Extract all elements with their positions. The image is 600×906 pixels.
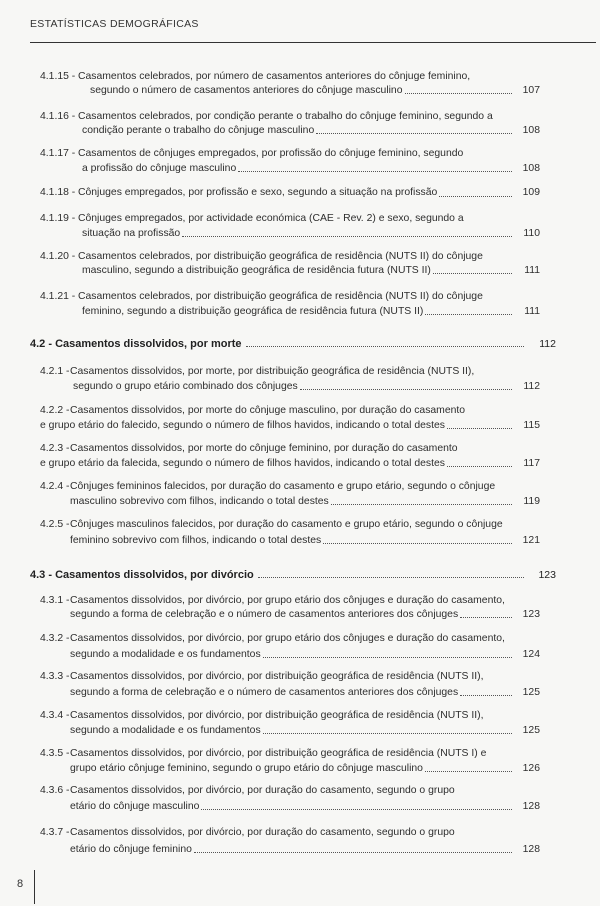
entry-text-line2: grupo etário cônjuge feminino, segundo o grupo etário do cônjuge masculino [70, 762, 423, 774]
entry-number: 4.1.19 - [40, 213, 76, 224]
entry-text-line1: Casamentos dissolvidos, por divórcio, por distribuição geográfica de residência (NUTS II), [70, 710, 484, 721]
entry-text-line2: condição perante o trabalho do cônjuge masculino [82, 124, 315, 136]
section-label: 4.2 - Casamentos dissolvidos, por morte [30, 338, 242, 350]
toc-entry-4-1-17[interactable] [40, 147, 540, 175]
entry-number: 4.1.17 - [40, 148, 76, 159]
leader-dots [201, 808, 512, 810]
entry-page: 109 [522, 187, 540, 198]
toc-entry-4-2-3[interactable] [40, 442, 540, 470]
entry-text-line1: Casamentos dissolvidos, por divórcio, por distribuição geográfica de residência (NUTS I) e [70, 748, 487, 759]
toc-entry-4-2-1[interactable] [40, 365, 540, 393]
leader-dots [425, 313, 512, 315]
leader-dots [447, 427, 512, 429]
page-number: 8 [17, 878, 24, 890]
section-page: 123 [538, 569, 556, 581]
entry-page: 126 [522, 762, 540, 774]
entry-text-line1: Casamentos dissolvidos, por divórcio, por grupo etário dos cônjuges e duração do casamento, [70, 595, 505, 606]
entry-page: 108 [522, 124, 540, 136]
running-header: ESTATÍSTICAS DEMOGRÁFICAS [30, 18, 199, 30]
entry-number: 4.3.4 - [40, 710, 70, 721]
toc-entry-4-2-2[interactable] [40, 404, 540, 432]
entry-page: 128 [522, 800, 540, 812]
section-heading-4-2[interactable] [30, 338, 556, 350]
entry-page: 119 [523, 495, 540, 507]
entry-text-line2: segundo a forma de celebração e o número de casamentos anteriores dos cônjuges [70, 608, 459, 620]
entry-text-line1: Casamentos dissolvidos, por divórcio, por duração do casamento, segundo o grupo [70, 785, 455, 796]
entry-page: 111 [524, 305, 540, 317]
leader-dots [433, 272, 512, 274]
entry-text-line1: Casamentos de cônjuges empregados, por profissão do cônjuge feminino, segundo [78, 148, 464, 159]
leader-dots [258, 576, 524, 578]
leader-dots [447, 465, 512, 467]
entry-text-line2: etário do cônjuge feminino [70, 843, 192, 855]
entry-page: 128 [522, 843, 540, 855]
leader-dots [316, 132, 512, 134]
entry-text-line1: Casamentos celebrados, por distribuição geográfica de residência (NUTS II) do cônjuge [78, 251, 483, 262]
entry-number: 4.1.18 - [40, 187, 76, 198]
entry-number: 4.3.2 - [40, 633, 70, 644]
toc-entry-4-3-7[interactable] [40, 826, 540, 856]
entry-number: 4.3.5 - [40, 748, 70, 759]
entry-page: 112 [523, 380, 540, 392]
entry-text-line1: Casamentos celebrados, por condição perante o trabalho do cônjuge feminino, segundo a [78, 111, 493, 122]
toc-entry-4-3-3[interactable] [40, 670, 540, 699]
leader-dots [300, 388, 512, 390]
toc-entry-4-1-18[interactable] [40, 186, 540, 200]
entry-text-line2: masculino sobrevivo com filhos, indicando o total destes [70, 495, 329, 507]
entry-page: 107 [522, 84, 540, 96]
toc-entry-4-1-19[interactable] [40, 212, 540, 240]
entry-number: 4.1.20 - [40, 251, 76, 262]
leader-dots [194, 851, 512, 853]
entry-page: 110 [523, 227, 540, 239]
leader-dots [263, 732, 512, 734]
toc-entry-4-3-4[interactable] [40, 709, 540, 737]
entry-text-line2: segundo o número de casamentos anteriores do cônjuge masculino [90, 84, 403, 96]
leader-dots [182, 235, 512, 237]
entry-number: 4.1.16 - [40, 111, 76, 122]
entry-number: 4.2.4 - [40, 481, 70, 492]
entry-page: 111 [524, 264, 540, 276]
entry-text-line2: a profissão do cônjuge masculino [82, 162, 237, 174]
entry-text-line1: Cônjuges empregados, por profissão e sexo, segundo a situação na profissão [78, 187, 438, 198]
leader-dots [238, 170, 512, 172]
leader-dots [263, 656, 512, 658]
toc-entry-4-3-1[interactable] [40, 594, 540, 621]
entry-page: 125 [522, 724, 540, 736]
entry-text-line1: Casamentos celebrados, por número de casamentos anteriores do cônjuge feminino, [78, 71, 471, 82]
entry-text-line2: segundo a forma de celebração e o número de casamentos anteriores dos cônjuges [70, 686, 459, 698]
entry-text-line2: situação na profissão [82, 227, 181, 239]
leader-dots [246, 345, 524, 347]
entry-number: 4.2.5 - [40, 519, 70, 530]
leader-dots [460, 694, 512, 696]
entry-number: 4.2.2 - [40, 405, 70, 416]
entry-page: 125 [522, 686, 540, 698]
entry-number: 4.1.15 - [40, 71, 76, 82]
entry-text-line2: feminino sobrevivo com filhos, indicando o total destes [70, 534, 322, 546]
entry-page: 123 [522, 608, 540, 620]
entry-text-line2: e grupo etário da falecida, segundo o número de filhos havidos, indicando o total destes [40, 457, 445, 469]
entry-text-line1: Casamentos dissolvidos, por morte, por distribuição geográfica de residência (NUTS II), [70, 366, 475, 377]
section-page: 112 [539, 338, 556, 350]
entry-page: 124 [522, 648, 540, 660]
section-label: 4.3 - Casamentos dissolvidos, por divórcio [30, 569, 254, 581]
entry-text-line2: segundo a modalidade e os fundamentos [70, 648, 261, 660]
toc-entry-4-2-4[interactable] [40, 480, 540, 508]
entry-page: 115 [523, 419, 540, 431]
leader-dots [405, 92, 513, 94]
leader-dots [323, 542, 512, 544]
entry-number: 4.3.3 - [40, 671, 70, 682]
toc-entry-4-1-20[interactable] [40, 250, 540, 277]
entry-text-line2: segundo a modalidade e os fundamentos [70, 724, 261, 736]
entry-text-line1: Cônjuges femininos falecidos, por duração do casamento e grupo etário, segundo o cônjuge [70, 481, 496, 492]
entry-number: 4.1.21 - [40, 291, 76, 302]
entry-text-line1: Cônjuges masculinos falecidos, por duração do casamento e grupo etário, segundo o cônjuge [70, 519, 503, 530]
leader-dots [331, 503, 512, 505]
entry-text-line1: Casamentos dissolvidos, por divórcio, por duração do casamento, segundo o grupo [70, 827, 455, 838]
leader-dots [460, 616, 512, 618]
toc-entry-4-2-5[interactable] [40, 518, 540, 547]
toc-entry-4-3-2[interactable] [40, 632, 540, 661]
footer-rule [34, 870, 35, 904]
entry-text-line1: Cônjuges empregados, por actividade económica (CAE - Rev. 2) e sexo, segundo a [78, 213, 464, 224]
entry-number: 4.3.1 - [40, 595, 70, 606]
leader-dots [439, 195, 512, 197]
entry-number: 4.3.7 - [40, 827, 70, 838]
toc-entry-4-1-16[interactable] [40, 110, 540, 137]
entry-page: 108 [522, 162, 540, 174]
toc-entry-4-3-6[interactable] [40, 784, 540, 813]
entry-number: 4.2.1 - [40, 366, 70, 377]
entry-text-line1: Casamentos dissolvidos, por morte do cônjuge masculino, por duração do casamento [70, 405, 466, 416]
entry-text-line2: feminino, segundo a distribuição geográfica de residência futura (NUTS II) [82, 305, 424, 317]
entry-page: 117 [523, 457, 540, 469]
toc-entry-4-1-21[interactable] [40, 290, 540, 318]
entry-text-line2: segundo o grupo etário combinado dos cônjuges [73, 380, 298, 392]
section-heading-4-3[interactable] [30, 569, 556, 581]
leader-dots [425, 770, 512, 772]
entry-text-line1: Casamentos dissolvidos, por divórcio, por grupo etário dos cônjuges e duração do casamento, [70, 633, 505, 644]
entry-text-line1: Casamentos celebrados, por distribuição geográfica de residência (NUTS II) do cônjuge [78, 291, 483, 302]
entry-text-line1: Casamentos dissolvidos, por morte do cônjuge feminino, por duração do casamento [70, 443, 458, 454]
entry-text-line2: masculino, segundo a distribuição geográfica de residência futura (NUTS II) [82, 264, 431, 276]
entry-number: 4.3.6 - [40, 785, 70, 796]
entry-text-line2: etário do cônjuge masculino [70, 800, 200, 812]
entry-text-line2: e grupo etário do falecido, segundo o número de filhos havidos, indicando o total destes [40, 419, 445, 431]
entry-page: 121 [522, 534, 540, 546]
entry-number: 4.2.3 - [40, 443, 70, 454]
toc-entry-4-3-5[interactable] [40, 747, 540, 775]
toc-entry-4-1-15[interactable] [40, 70, 540, 97]
entry-text-line1: Casamentos dissolvidos, por divórcio, por distribuição geográfica de residência (NUTS II), [70, 671, 484, 682]
